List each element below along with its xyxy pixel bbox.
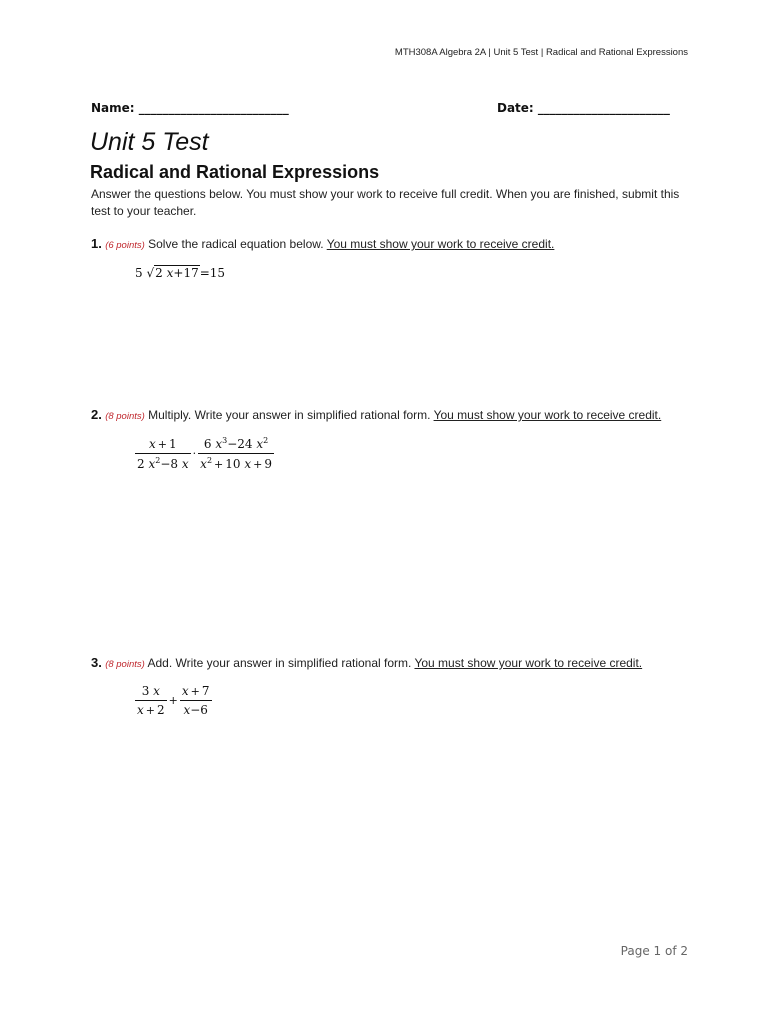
math-variable: x [244,457,252,471]
math-token: 6 [203,437,212,451]
credit-note: You must show your work to receive credit. [414,656,643,670]
points-label: (6 points) [105,240,145,251]
square-root [146,266,199,280]
rational-product [135,436,274,471]
numerator [135,437,191,454]
math-token: 2 [157,703,165,717]
question-2 [91,407,731,422]
math-token: 8 [170,456,179,471]
math-variable: x [200,457,207,471]
denominator [198,454,274,471]
math-token: 17 [183,266,199,280]
math-variable: x [256,437,264,451]
math-variable: x [149,436,156,451]
question-prompt: Solve the radical equation below. [144,237,327,251]
credit-note: You must show your work to receive credit. [326,237,555,251]
math-variable: x [183,703,191,717]
test-title: Unit 5 Test [90,128,209,156]
math-token: 6 [200,703,208,717]
math-token: − [190,703,201,717]
points-label: (8 points) [105,659,145,670]
points-label: (8 points) [105,411,145,422]
math-variable: x [148,456,156,471]
question-number: 1. [91,236,102,251]
page-header: MTH308A Algebra 2A | Unit 5 Test | Radical and Rational Expressions [394,47,688,58]
date-field-label: Date: ______________________ [497,101,670,115]
numerator [180,684,212,701]
math-token: · [192,447,197,460]
question-3 [91,655,731,670]
denominator [135,701,167,717]
math-token: 7 [201,684,210,698]
question-prompt: Add. Write your answer in simplified rational form. [144,656,415,670]
math-exponent: 3 [222,436,228,445]
question-1 [91,236,731,251]
math-token: + [145,704,155,717]
math-token: 9 [264,457,272,471]
math-token: + [157,437,167,451]
radical-sign-icon: √ [146,266,155,280]
test-subtitle: Radical and Rational Expressions [90,162,380,182]
math-token: − [160,456,171,471]
math-exponent: 2 [206,456,213,465]
denominator [180,701,212,717]
math-token: 2 [137,456,145,471]
question-number: 3. [91,655,102,670]
name-field-label: Name: _________________________ [91,101,289,115]
math-token: − [227,437,238,451]
instructions: Answer the questions below. You must show your work to receive full credit. When you are finished, submit this test to your teacher. [91,187,680,218]
math-token: 3 [141,684,150,698]
name-date-row [91,101,691,115]
page-number: Page 1 of 2 [620,944,688,958]
math-token: 1 [169,436,177,451]
math-token: 24 [237,437,253,451]
math-exponent: 2 [263,436,269,445]
math-token: 15 [209,266,226,280]
question-prompt: Multiply. Write your answer in simplified rational form. [144,408,434,422]
radical-equation [135,266,225,280]
credit-note: You must show your work to receive credit. [433,408,662,422]
denominator [135,454,191,471]
math-exponent: 2 [155,455,161,465]
math-token: 10 [225,457,241,471]
fraction [180,684,212,717]
math-token: 2 [155,266,163,280]
math-token: = [199,266,210,280]
math-variable: x [215,437,223,451]
math-token: + [253,458,263,471]
math-variable: x [153,684,160,698]
math-token: + [168,694,178,707]
fraction [135,684,167,717]
rational-sum [135,684,212,717]
numerator [198,436,274,454]
math-variable: x [181,684,189,698]
math-token: + [173,266,184,280]
math-variable: x [166,266,174,280]
math-variable: x [181,456,189,471]
fraction [198,436,274,471]
fraction [135,437,191,471]
math-token: + [214,458,224,471]
math-variable: x [137,703,144,717]
question-number: 2. [91,407,102,422]
numerator [135,684,167,701]
math-token: + [190,685,200,698]
radicand [154,265,200,280]
math-token: 5 [135,266,143,280]
